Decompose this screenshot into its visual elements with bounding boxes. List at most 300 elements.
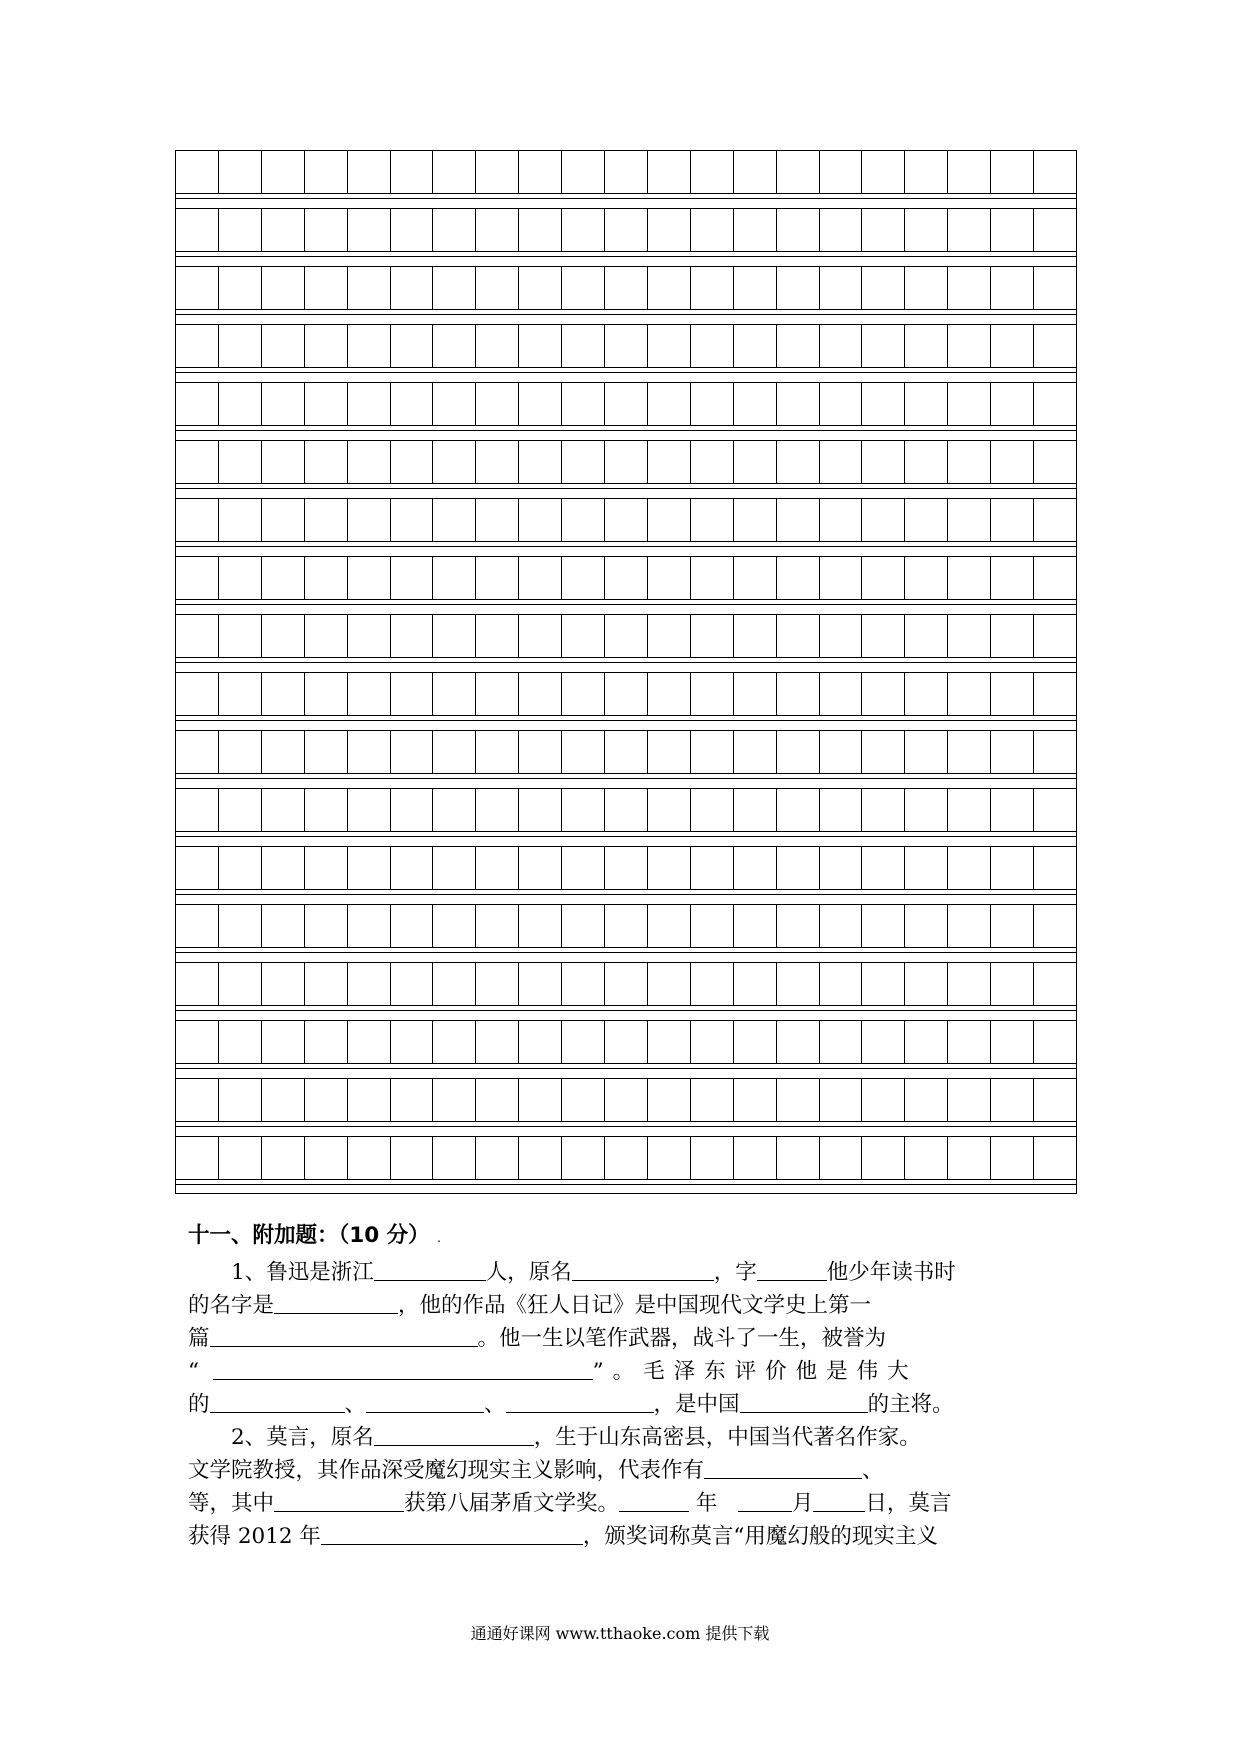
grid-cell[interactable] <box>562 673 605 716</box>
grid-cell[interactable] <box>862 847 905 890</box>
grid-cell[interactable] <box>605 557 648 600</box>
grid-cell[interactable] <box>562 963 605 1006</box>
grid-cell[interactable] <box>691 673 734 716</box>
grid-cell[interactable] <box>991 1079 1034 1122</box>
grid-cell[interactable] <box>219 673 262 716</box>
grid-cell[interactable] <box>519 383 562 426</box>
grid-cell[interactable] <box>219 1137 262 1180</box>
grid-cell[interactable] <box>348 499 391 542</box>
grid-cell[interactable] <box>905 847 948 890</box>
grid-cell[interactable] <box>219 441 262 484</box>
grid-cell[interactable] <box>391 325 434 368</box>
grid-cell[interactable] <box>562 731 605 774</box>
grid-cell[interactable] <box>348 615 391 658</box>
grid-cell[interactable] <box>734 789 777 832</box>
grid-cell[interactable] <box>991 731 1034 774</box>
answer-blank[interactable] <box>321 1522 583 1545</box>
answer-blank[interactable] <box>704 1456 862 1479</box>
grid-cell[interactable] <box>948 209 991 252</box>
grid-cell[interactable] <box>262 905 305 948</box>
grid-cell[interactable] <box>305 1079 348 1122</box>
grid-cell[interactable] <box>262 1137 305 1180</box>
grid-cell[interactable] <box>176 151 219 194</box>
grid-cell[interactable] <box>348 151 391 194</box>
grid-cell[interactable] <box>391 905 434 948</box>
grid-cell[interactable] <box>176 557 219 600</box>
grid-cell[interactable] <box>648 267 691 310</box>
grid-cell[interactable] <box>348 789 391 832</box>
grid-cell[interactable] <box>905 673 948 716</box>
grid-cell[interactable] <box>476 325 519 368</box>
grid-cell[interactable] <box>476 267 519 310</box>
grid-cell[interactable] <box>862 499 905 542</box>
grid-cell[interactable] <box>991 789 1034 832</box>
grid-cell[interactable] <box>519 673 562 716</box>
grid-cell[interactable] <box>605 499 648 542</box>
grid-cell[interactable] <box>734 383 777 426</box>
grid-cell[interactable] <box>991 499 1034 542</box>
grid-cell[interactable] <box>1034 731 1077 774</box>
grid-cell[interactable] <box>948 963 991 1006</box>
grid-cell[interactable] <box>605 905 648 948</box>
grid-cell[interactable] <box>905 441 948 484</box>
grid-cell[interactable] <box>905 383 948 426</box>
grid-cell[interactable] <box>305 1137 348 1180</box>
grid-cell[interactable] <box>991 151 1034 194</box>
grid-cell[interactable] <box>1034 441 1077 484</box>
grid-cell[interactable] <box>777 1137 820 1180</box>
grid-cell[interactable] <box>562 615 605 658</box>
grid-cell[interactable] <box>348 847 391 890</box>
grid-cell[interactable] <box>991 673 1034 716</box>
grid-cell[interactable] <box>648 673 691 716</box>
grid-cell[interactable] <box>820 209 863 252</box>
grid-cell[interactable] <box>1034 151 1077 194</box>
grid-cell[interactable] <box>519 905 562 948</box>
grid-cell[interactable] <box>305 615 348 658</box>
grid-cell[interactable] <box>948 267 991 310</box>
grid-cell[interactable] <box>519 1079 562 1122</box>
grid-cell[interactable] <box>691 905 734 948</box>
grid-cell[interactable] <box>562 441 605 484</box>
grid-cell[interactable] <box>777 499 820 542</box>
grid-cell[interactable] <box>991 325 1034 368</box>
grid-cell[interactable] <box>862 1137 905 1180</box>
answer-blank[interactable] <box>374 1258 486 1281</box>
grid-cell[interactable] <box>305 325 348 368</box>
grid-cell[interactable] <box>433 441 476 484</box>
grid-cell[interactable] <box>305 557 348 600</box>
grid-cell[interactable] <box>820 151 863 194</box>
grid-cell[interactable] <box>648 209 691 252</box>
grid-cell[interactable] <box>348 1137 391 1180</box>
grid-cell[interactable] <box>519 1021 562 1064</box>
answer-blank[interactable] <box>738 1489 792 1512</box>
grid-cell[interactable] <box>734 325 777 368</box>
grid-cell[interactable] <box>433 1079 476 1122</box>
grid-cell[interactable] <box>648 615 691 658</box>
grid-cell[interactable] <box>820 499 863 542</box>
grid-cell[interactable] <box>176 789 219 832</box>
grid-cell[interactable] <box>948 325 991 368</box>
grid-cell[interactable] <box>948 1021 991 1064</box>
grid-cell[interactable] <box>476 905 519 948</box>
grid-cell[interactable] <box>433 383 476 426</box>
grid-cell[interactable] <box>862 731 905 774</box>
grid-cell[interactable] <box>734 1079 777 1122</box>
grid-cell[interactable] <box>305 673 348 716</box>
grid-cell[interactable] <box>433 325 476 368</box>
grid-cell[interactable] <box>305 905 348 948</box>
grid-cell[interactable] <box>820 441 863 484</box>
grid-cell[interactable] <box>648 1137 691 1180</box>
grid-cell[interactable] <box>1034 963 1077 1006</box>
grid-cell[interactable] <box>820 789 863 832</box>
grid-cell[interactable] <box>734 963 777 1006</box>
grid-cell[interactable] <box>391 499 434 542</box>
grid-cell[interactable] <box>305 383 348 426</box>
grid-cell[interactable] <box>348 267 391 310</box>
grid-cell[interactable] <box>519 731 562 774</box>
grid-cell[interactable] <box>905 789 948 832</box>
grid-cell[interactable] <box>777 209 820 252</box>
grid-cell[interactable] <box>691 963 734 1006</box>
grid-cell[interactable] <box>476 209 519 252</box>
answer-blank[interactable] <box>274 1489 404 1512</box>
grid-cell[interactable] <box>777 789 820 832</box>
grid-cell[interactable] <box>476 441 519 484</box>
grid-cell[interactable] <box>820 1137 863 1180</box>
grid-cell[interactable] <box>176 905 219 948</box>
grid-cell[interactable] <box>605 209 648 252</box>
grid-cell[interactable] <box>734 847 777 890</box>
grid-cell[interactable] <box>262 151 305 194</box>
grid-cell[interactable] <box>905 209 948 252</box>
grid-cell[interactable] <box>862 963 905 1006</box>
grid-cell[interactable] <box>605 383 648 426</box>
grid-cell[interactable] <box>262 963 305 1006</box>
grid-cell[interactable] <box>1034 209 1077 252</box>
grid-cell[interactable] <box>476 1021 519 1064</box>
grid-cell[interactable] <box>391 963 434 1006</box>
grid-cell[interactable] <box>948 615 991 658</box>
grid-cell[interactable] <box>691 383 734 426</box>
grid-cell[interactable] <box>605 151 648 194</box>
grid-cell[interactable] <box>176 1079 219 1122</box>
grid-cell[interactable] <box>1034 557 1077 600</box>
grid-cell[interactable] <box>1034 325 1077 368</box>
grid-cell[interactable] <box>262 789 305 832</box>
grid-cell[interactable] <box>991 905 1034 948</box>
grid-cell[interactable] <box>691 209 734 252</box>
grid-cell[interactable] <box>433 151 476 194</box>
grid-cell[interactable] <box>219 905 262 948</box>
grid-cell[interactable] <box>476 963 519 1006</box>
grid-cell[interactable] <box>605 1021 648 1064</box>
grid-cell[interactable] <box>391 1079 434 1122</box>
grid-cell[interactable] <box>948 673 991 716</box>
grid-cell[interactable] <box>948 383 991 426</box>
grid-cell[interactable] <box>176 1137 219 1180</box>
grid-cell[interactable] <box>1034 1137 1077 1180</box>
grid-cell[interactable] <box>262 557 305 600</box>
grid-cell[interactable] <box>648 905 691 948</box>
grid-cell[interactable] <box>562 151 605 194</box>
grid-cell[interactable] <box>219 1079 262 1122</box>
grid-cell[interactable] <box>820 615 863 658</box>
grid-cell[interactable] <box>348 905 391 948</box>
grid-cell[interactable] <box>219 209 262 252</box>
grid-cell[interactable] <box>476 151 519 194</box>
grid-cell[interactable] <box>219 789 262 832</box>
grid-cell[interactable] <box>262 847 305 890</box>
grid-cell[interactable] <box>562 1021 605 1064</box>
grid-cell[interactable] <box>562 1079 605 1122</box>
grid-cell[interactable] <box>562 325 605 368</box>
grid-cell[interactable] <box>777 905 820 948</box>
grid-cell[interactable] <box>476 1079 519 1122</box>
grid-cell[interactable] <box>219 325 262 368</box>
grid-cell[interactable] <box>1034 789 1077 832</box>
grid-cell[interactable] <box>605 441 648 484</box>
grid-cell[interactable] <box>562 499 605 542</box>
grid-cell[interactable] <box>348 731 391 774</box>
grid-cell[interactable] <box>991 441 1034 484</box>
grid-cell[interactable] <box>691 731 734 774</box>
grid-cell[interactable] <box>905 731 948 774</box>
grid-cell[interactable] <box>348 1079 391 1122</box>
grid-cell[interactable] <box>305 209 348 252</box>
grid-cell[interactable] <box>391 209 434 252</box>
grid-cell[interactable] <box>262 499 305 542</box>
grid-cell[interactable] <box>991 847 1034 890</box>
grid-cell[interactable] <box>391 383 434 426</box>
grid-cell[interactable] <box>862 615 905 658</box>
grid-cell[interactable] <box>648 1079 691 1122</box>
grid-cell[interactable] <box>820 673 863 716</box>
grid-cell[interactable] <box>820 963 863 1006</box>
grid-cell[interactable] <box>605 673 648 716</box>
grid-cell[interactable] <box>562 267 605 310</box>
grid-cell[interactable] <box>219 1021 262 1064</box>
grid-cell[interactable] <box>1034 1021 1077 1064</box>
grid-cell[interactable] <box>262 1021 305 1064</box>
answer-blank[interactable] <box>210 1324 478 1347</box>
grid-cell[interactable] <box>777 731 820 774</box>
grid-cell[interactable] <box>176 325 219 368</box>
grid-cell[interactable] <box>433 557 476 600</box>
grid-cell[interactable] <box>777 615 820 658</box>
grid-cell[interactable] <box>1034 1079 1077 1122</box>
grid-cell[interactable] <box>777 847 820 890</box>
answer-blank[interactable] <box>572 1258 714 1281</box>
grid-cell[interactable] <box>219 731 262 774</box>
grid-cell[interactable] <box>648 441 691 484</box>
grid-cell[interactable] <box>433 731 476 774</box>
grid-cell[interactable] <box>648 499 691 542</box>
grid-cell[interactable] <box>433 905 476 948</box>
grid-cell[interactable] <box>648 557 691 600</box>
grid-cell[interactable] <box>433 209 476 252</box>
grid-cell[interactable] <box>391 789 434 832</box>
grid-cell[interactable] <box>348 209 391 252</box>
grid-cell[interactable] <box>905 267 948 310</box>
grid-cell[interactable] <box>905 499 948 542</box>
grid-cell[interactable] <box>519 615 562 658</box>
grid-cell[interactable] <box>176 731 219 774</box>
grid-cell[interactable] <box>519 499 562 542</box>
answer-blank[interactable] <box>210 1390 345 1413</box>
grid-cell[interactable] <box>905 557 948 600</box>
grid-cell[interactable] <box>734 615 777 658</box>
grid-cell[interactable] <box>433 267 476 310</box>
grid-cell[interactable] <box>820 847 863 890</box>
grid-cell[interactable] <box>777 963 820 1006</box>
grid-cell[interactable] <box>991 383 1034 426</box>
grid-cell[interactable] <box>905 963 948 1006</box>
grid-cell[interactable] <box>1034 673 1077 716</box>
grid-cell[interactable] <box>648 383 691 426</box>
grid-cell[interactable] <box>648 731 691 774</box>
grid-cell[interactable] <box>391 731 434 774</box>
grid-cell[interactable] <box>691 789 734 832</box>
grid-cell[interactable] <box>476 499 519 542</box>
grid-cell[interactable] <box>476 731 519 774</box>
grid-cell[interactable] <box>948 441 991 484</box>
grid-cell[interactable] <box>605 789 648 832</box>
grid-cell[interactable] <box>262 209 305 252</box>
answer-blank[interactable] <box>740 1390 868 1413</box>
grid-cell[interactable] <box>433 615 476 658</box>
grid-cell[interactable] <box>605 963 648 1006</box>
grid-cell[interactable] <box>305 499 348 542</box>
grid-cell[interactable] <box>305 789 348 832</box>
grid-cell[interactable] <box>862 1079 905 1122</box>
grid-cell[interactable] <box>605 731 648 774</box>
answer-blank[interactable] <box>274 1291 398 1314</box>
grid-cell[interactable] <box>777 325 820 368</box>
grid-cell[interactable] <box>905 1021 948 1064</box>
grid-cell[interactable] <box>777 267 820 310</box>
grid-cell[interactable] <box>734 731 777 774</box>
grid-cell[interactable] <box>476 383 519 426</box>
grid-cell[interactable] <box>305 963 348 1006</box>
answer-blank[interactable] <box>366 1390 484 1413</box>
grid-cell[interactable] <box>991 1137 1034 1180</box>
grid-cell[interactable] <box>1034 615 1077 658</box>
grid-cell[interactable] <box>734 557 777 600</box>
grid-cell[interactable] <box>262 441 305 484</box>
grid-cell[interactable] <box>562 905 605 948</box>
grid-cell[interactable] <box>262 267 305 310</box>
grid-cell[interactable] <box>648 325 691 368</box>
grid-cell[interactable] <box>734 499 777 542</box>
grid-cell[interactable] <box>734 1137 777 1180</box>
grid-cell[interactable] <box>391 1137 434 1180</box>
answer-blank[interactable] <box>757 1258 827 1281</box>
grid-cell[interactable] <box>176 441 219 484</box>
grid-cell[interactable] <box>691 557 734 600</box>
grid-cell[interactable] <box>262 615 305 658</box>
grid-cell[interactable] <box>862 441 905 484</box>
grid-cell[interactable] <box>905 615 948 658</box>
grid-cell[interactable] <box>862 1021 905 1064</box>
grid-cell[interactable] <box>476 789 519 832</box>
grid-cell[interactable] <box>1034 499 1077 542</box>
grid-cell[interactable] <box>948 1079 991 1122</box>
grid-cell[interactable] <box>391 441 434 484</box>
grid-cell[interactable] <box>734 209 777 252</box>
grid-cell[interactable] <box>820 1021 863 1064</box>
grid-cell[interactable] <box>476 673 519 716</box>
grid-cell[interactable] <box>948 847 991 890</box>
grid-cell[interactable] <box>1034 267 1077 310</box>
grid-cell[interactable] <box>820 905 863 948</box>
grid-cell[interactable] <box>905 151 948 194</box>
grid-cell[interactable] <box>391 557 434 600</box>
grid-cell[interactable] <box>691 1021 734 1064</box>
grid-cell[interactable] <box>605 1079 648 1122</box>
grid-cell[interactable] <box>176 383 219 426</box>
grid-cell[interactable] <box>262 1079 305 1122</box>
grid-cell[interactable] <box>820 1079 863 1122</box>
grid-cell[interactable] <box>562 789 605 832</box>
grid-cell[interactable] <box>476 557 519 600</box>
grid-cell[interactable] <box>391 847 434 890</box>
grid-cell[interactable] <box>433 847 476 890</box>
grid-cell[interactable] <box>219 615 262 658</box>
grid-cell[interactable] <box>348 963 391 1006</box>
grid-cell[interactable] <box>519 441 562 484</box>
grid-cell[interactable] <box>862 151 905 194</box>
grid-cell[interactable] <box>948 1137 991 1180</box>
grid-cell[interactable] <box>734 441 777 484</box>
grid-cell[interactable] <box>948 151 991 194</box>
grid-cell[interactable] <box>348 673 391 716</box>
grid-cell[interactable] <box>862 905 905 948</box>
grid-cell[interactable] <box>691 441 734 484</box>
grid-cell[interactable] <box>519 963 562 1006</box>
grid-cell[interactable] <box>348 557 391 600</box>
grid-cell[interactable] <box>948 731 991 774</box>
grid-cell[interactable] <box>433 1137 476 1180</box>
grid-cell[interactable] <box>948 557 991 600</box>
grid-cell[interactable] <box>691 499 734 542</box>
grid-cell[interactable] <box>562 847 605 890</box>
grid-cell[interactable] <box>905 905 948 948</box>
grid-cell[interactable] <box>991 267 1034 310</box>
grid-cell[interactable] <box>777 673 820 716</box>
grid-cell[interactable] <box>219 383 262 426</box>
grid-cell[interactable] <box>691 267 734 310</box>
grid-cell[interactable] <box>862 557 905 600</box>
grid-cell[interactable] <box>648 789 691 832</box>
grid-cell[interactable] <box>862 325 905 368</box>
grid-cell[interactable] <box>605 267 648 310</box>
grid-cell[interactable] <box>777 1079 820 1122</box>
grid-cell[interactable] <box>391 673 434 716</box>
grid-cell[interactable] <box>348 1021 391 1064</box>
grid-cell[interactable] <box>391 267 434 310</box>
grid-cell[interactable] <box>991 209 1034 252</box>
grid-cell[interactable] <box>820 731 863 774</box>
grid-cell[interactable] <box>391 615 434 658</box>
grid-cell[interactable] <box>219 963 262 1006</box>
answer-blank[interactable] <box>213 1357 593 1380</box>
grid-cell[interactable] <box>948 789 991 832</box>
grid-cell[interactable] <box>605 615 648 658</box>
grid-cell[interactable] <box>176 847 219 890</box>
